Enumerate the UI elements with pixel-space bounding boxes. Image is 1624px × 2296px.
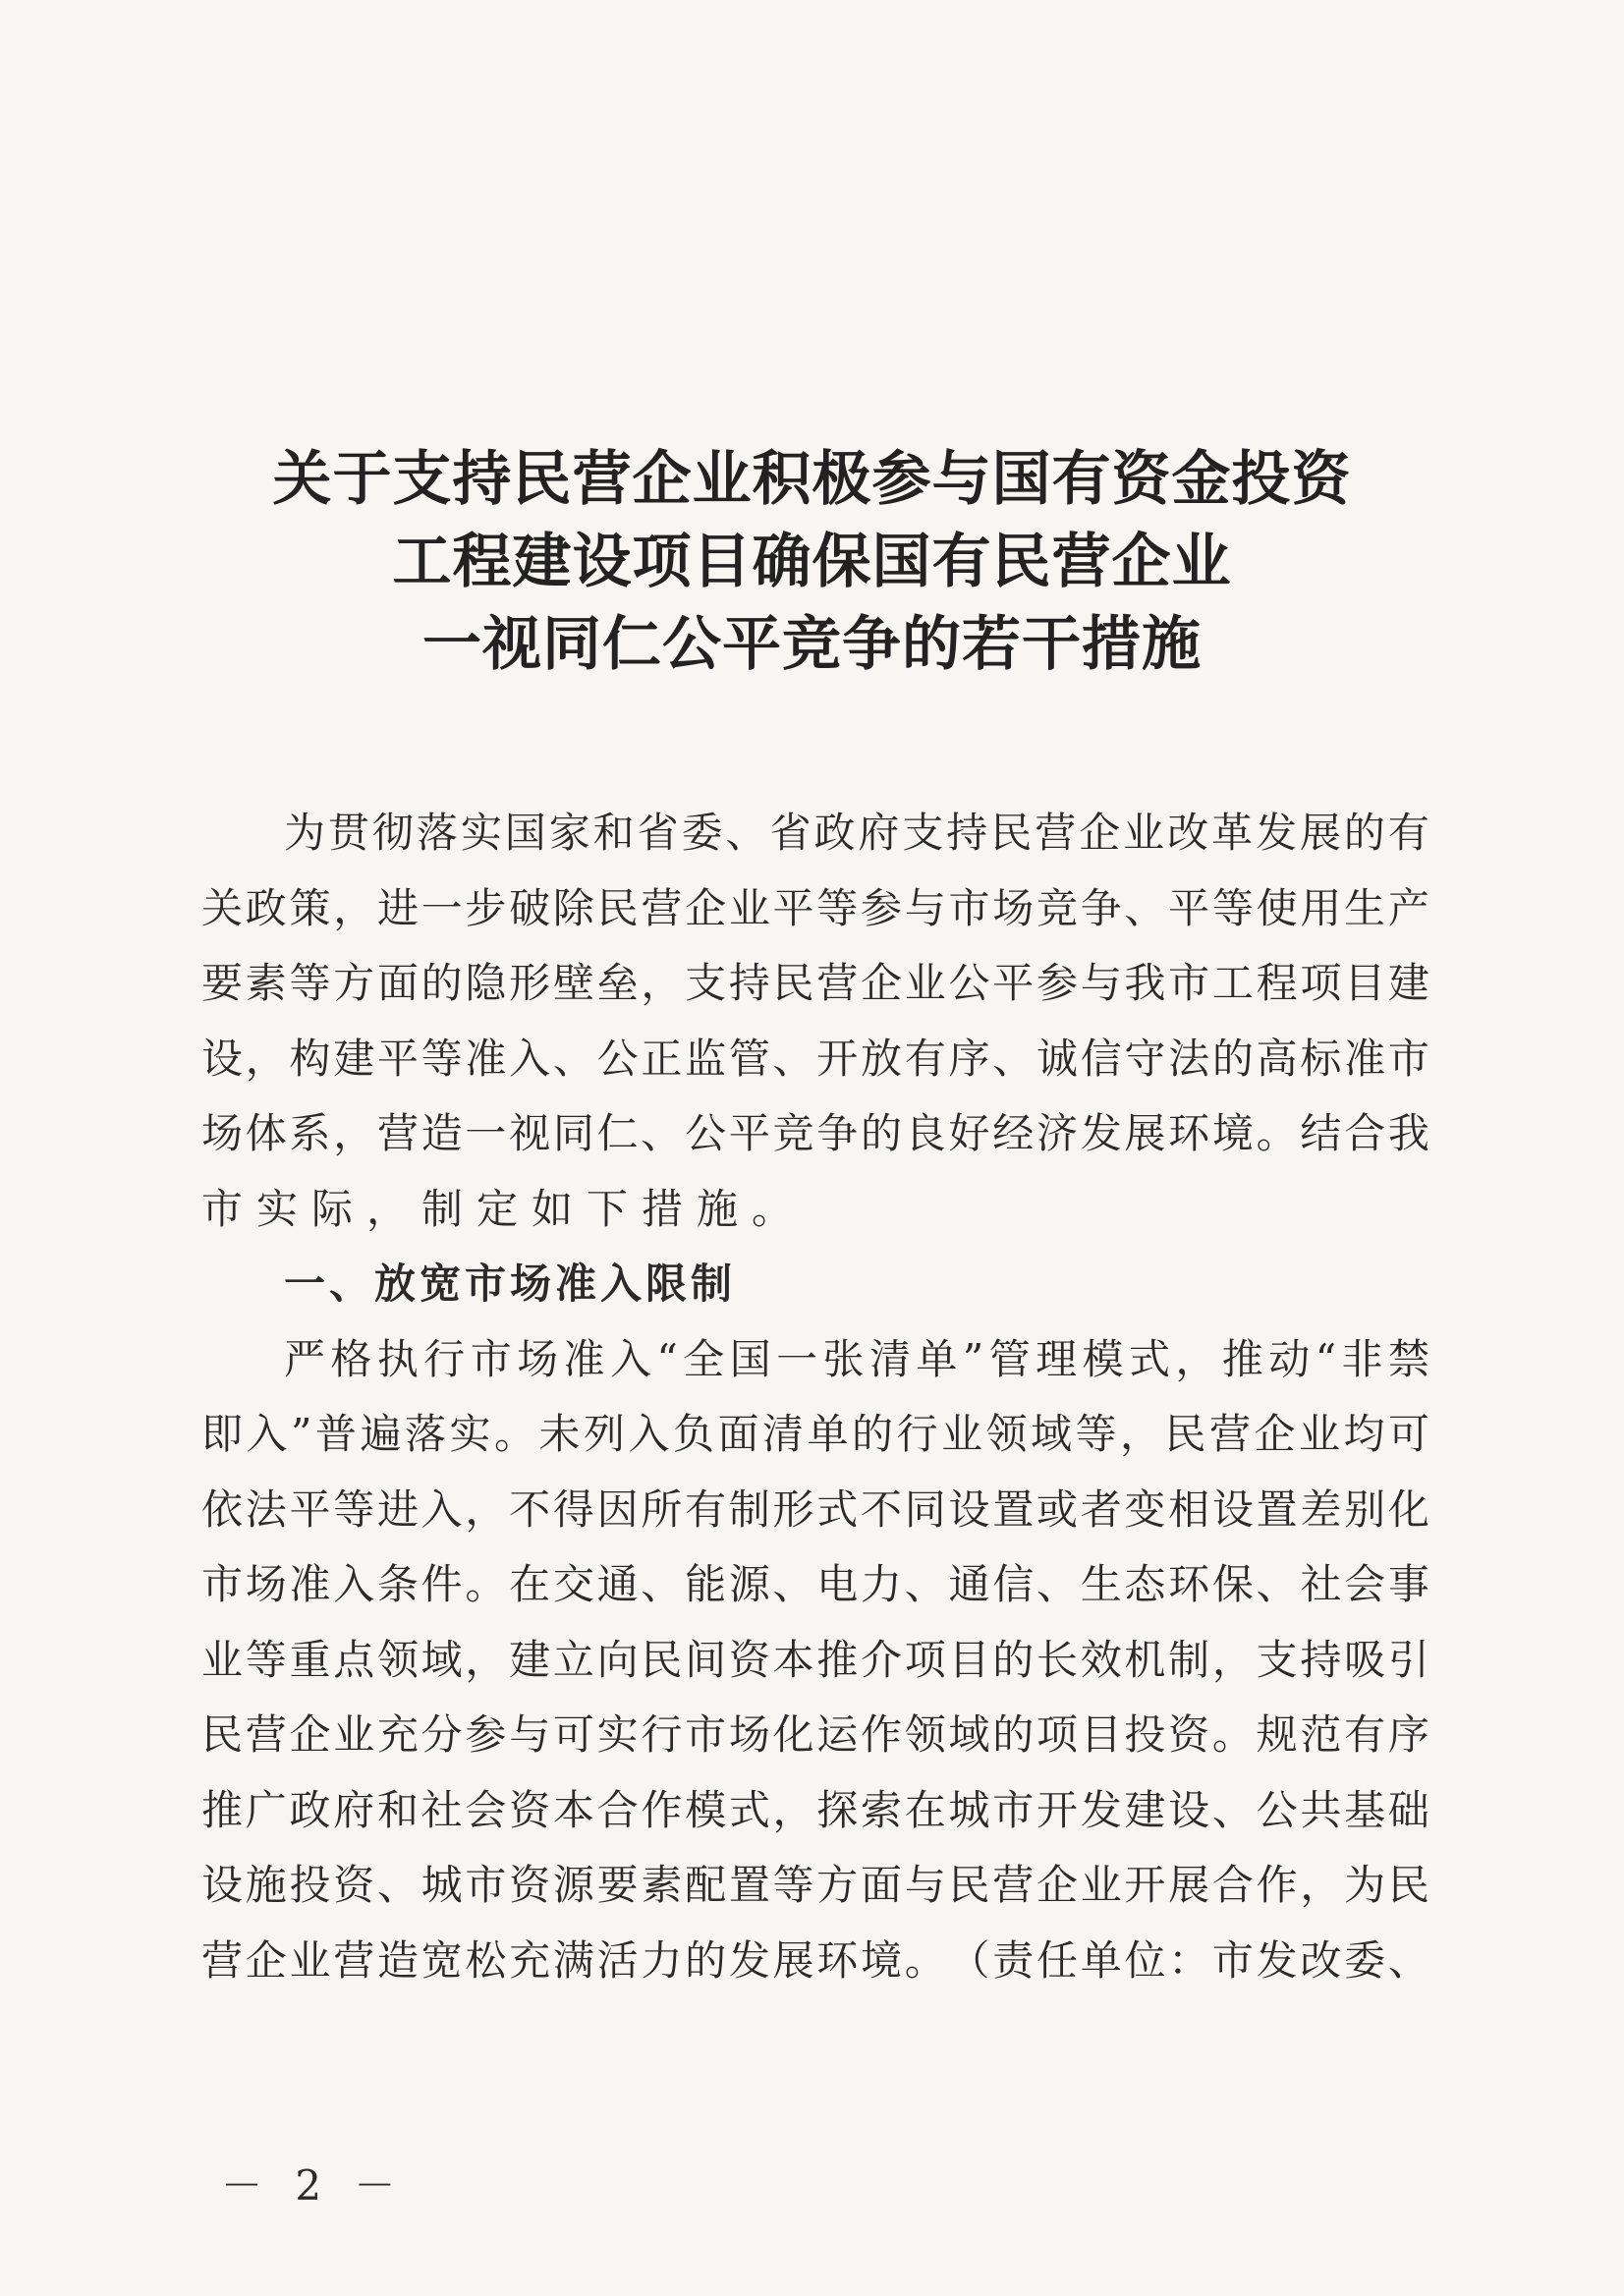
page-number: － 2 － (221, 2161, 406, 2210)
section1-heading: 一、放宽市场准入限制 (284, 1260, 737, 1308)
paragraph1-line: 关 政 策 ， 进 一 步 破 除 民 营 企 业 平 等 参 与 市 场 竞 争 、 平 等 使 用 生 产 (201, 883, 1429, 932)
paragraph1-line: 设 ， 构 建 平 等 准 入 、 公 正 监 管 、 开 放 有 序 、 诚 信 守 法 的 高 标 准 市 (201, 1034, 1429, 1083)
document-title (147, 438, 1477, 686)
document-body (201, 796, 1429, 1998)
paragraph1-line: 要 素 等 方 面 的 隐 形 壁 垒 ， 支 持 民 营 企 业 公 平 参 与 我 市 工 程 项 目 建 (201, 959, 1429, 1007)
paragraph1-line: 市实际，制定如下措施。 (201, 1184, 808, 1233)
paragraph2-line: 依 法 平 等 进 入 ， 不 得 因 所 有 制 形 式 不 同 设 置 或 者 变 相 设 置 差 别 化 (201, 1484, 1429, 1534)
title-line-1: 关于支持民营企业积极参与国有资金投资 (272, 445, 1352, 514)
paragraph2-line: 推 广 政 府 和 社 会 资 本 合 作 模 式 ， 探 索 在 城 市 开 发 建 设 、 公 共 基 础 (201, 1785, 1429, 1834)
paragraph2-line: 市 场 准 入 条 件 。 在 交 通 、 能 源 、 电 力 、 通 信 、 生 态 环 保 、 社 会 事 (201, 1560, 1429, 1608)
paragraph1-line: 场 体 系 ， 营 造 一 视 同 仁 、 公 平 竞 争 的 良 好 经 济 发 展 环 境 。 结 合 我 (201, 1109, 1429, 1157)
paragraph2-line: 营 企 业 营 造 宽 松 充 满 活 力 的 发 展 环 境 。 （ 责 任 单 位 ： 市 发 改 委 、 (201, 1935, 1429, 1985)
paragraph2-line: 严 格 执 行 市 场 准 入 “ 全 国 一 张 清 单 ” 管 理 模 式 ， 推 动 “ 非 禁 (284, 1334, 1429, 1383)
paragraph2-line: 业 等 重 点 领 域 ， 建 立 向 民 间 资 本 推 介 项 目 的 长 效 机 制 ， 支 持 吸 引 (201, 1635, 1429, 1684)
paragraph2-line: 民 营 企 业 充 分 参 与 可 实 行 市 场 化 运 作 领 域 的 项 目 投 资 。 规 范 有 序 (201, 1710, 1429, 1759)
title-line-2: 工程建设项目确保国有民营企业 (392, 528, 1232, 596)
title-line-3: 一视同仁公平竞争的若干措施 (422, 610, 1202, 679)
paragraph1-line: 为 贯 彻 落 实 国 家 和 省 委 、 省 政 府 支 持 民 营 企 业 改 革 发 展 的 有 (284, 809, 1429, 857)
paragraph2-line: 即 入 ” 普 遍 落 实 。 未 列 入 负 面 清 单 的 行 业 领 域 等 ， 民 营 企 业 均 可 (201, 1410, 1429, 1458)
paragraph2-line: 设 施 投 资 、 城 市 资 源 要 素 配 置 等 方 面 与 民 营 企 业 开 展 合 作 ， 为 民 (201, 1861, 1429, 1909)
